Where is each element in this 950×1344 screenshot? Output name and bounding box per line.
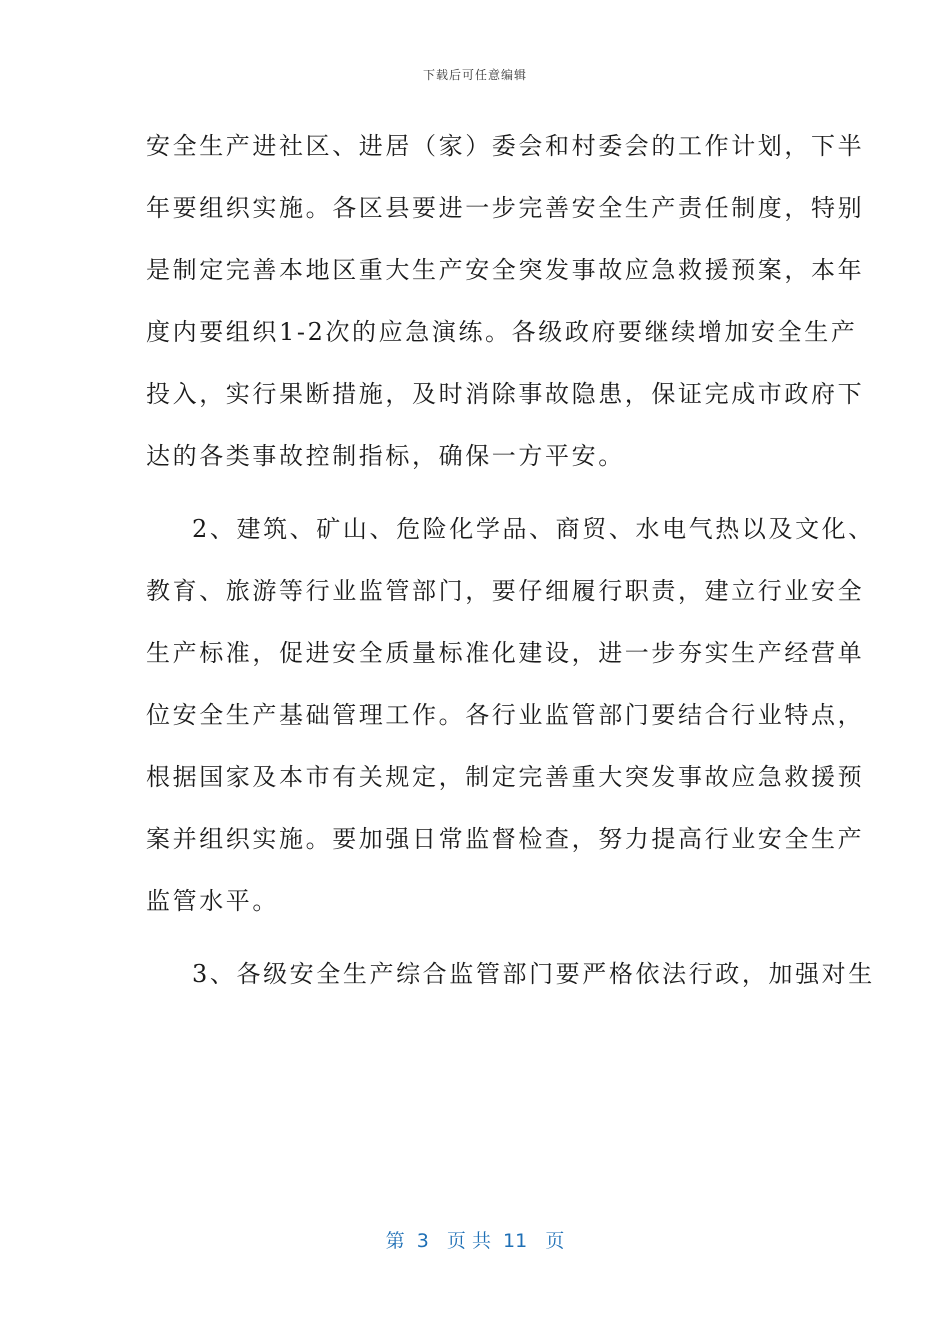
text-line: 安全生产进社区、进居（家）委会和村委会的工作计划，下半 [146,132,865,160]
document-body [146,118,875,1008]
page-number-footer: 第 3 页 共 11 页 [385,1230,565,1252]
text-line: 案并组织实施。要加强日常监督检查，努力提高行业安全生产 [146,825,865,853]
paragraph-continuation [146,118,865,490]
text-line: 生产标准，促进安全质量标准化建设，进一步夯实生产经营单 [146,639,865,667]
text-line: 是制定完善本地区重大生产安全突发事故应急救援预案，本年 [146,256,865,284]
text-line: 根据国家及本市有关规定，制定完善重大突发事故应急救援预 [146,763,865,791]
paragraph-item-2 [146,501,875,935]
page-header-note: 下载后可任意编辑 [422,68,527,82]
text-line: 年要组织实施。各区县要进一步完善安全生产责任制度，特别 [146,194,865,222]
text-line: 度内要组织1-2次的应急演练。各级政府要继续增加安全生产 [146,318,858,346]
text-line: 投入，实行果断措施，及时消除事故隐患，保证完成市政府下 [146,380,865,408]
paragraph-item-3 [146,946,875,1008]
text-line: 监管水平。 [146,887,279,915]
text-line: 3、各级安全生产综合监管部门要严格依法行政，加强对生 [192,960,875,988]
text-line: 位安全生产基础管理工作。各行业监管部门要结合行业特点， [146,701,865,729]
text-line: 2、建筑、矿山、危险化学品、商贸、水电气热以及文化、 [192,515,875,543]
text-line: 达的各类事故控制指标，确保一方平安。 [146,442,625,470]
text-line: 教育、旅游等行业监管部门，要仔细履行职责，建立行业安全 [146,577,865,605]
